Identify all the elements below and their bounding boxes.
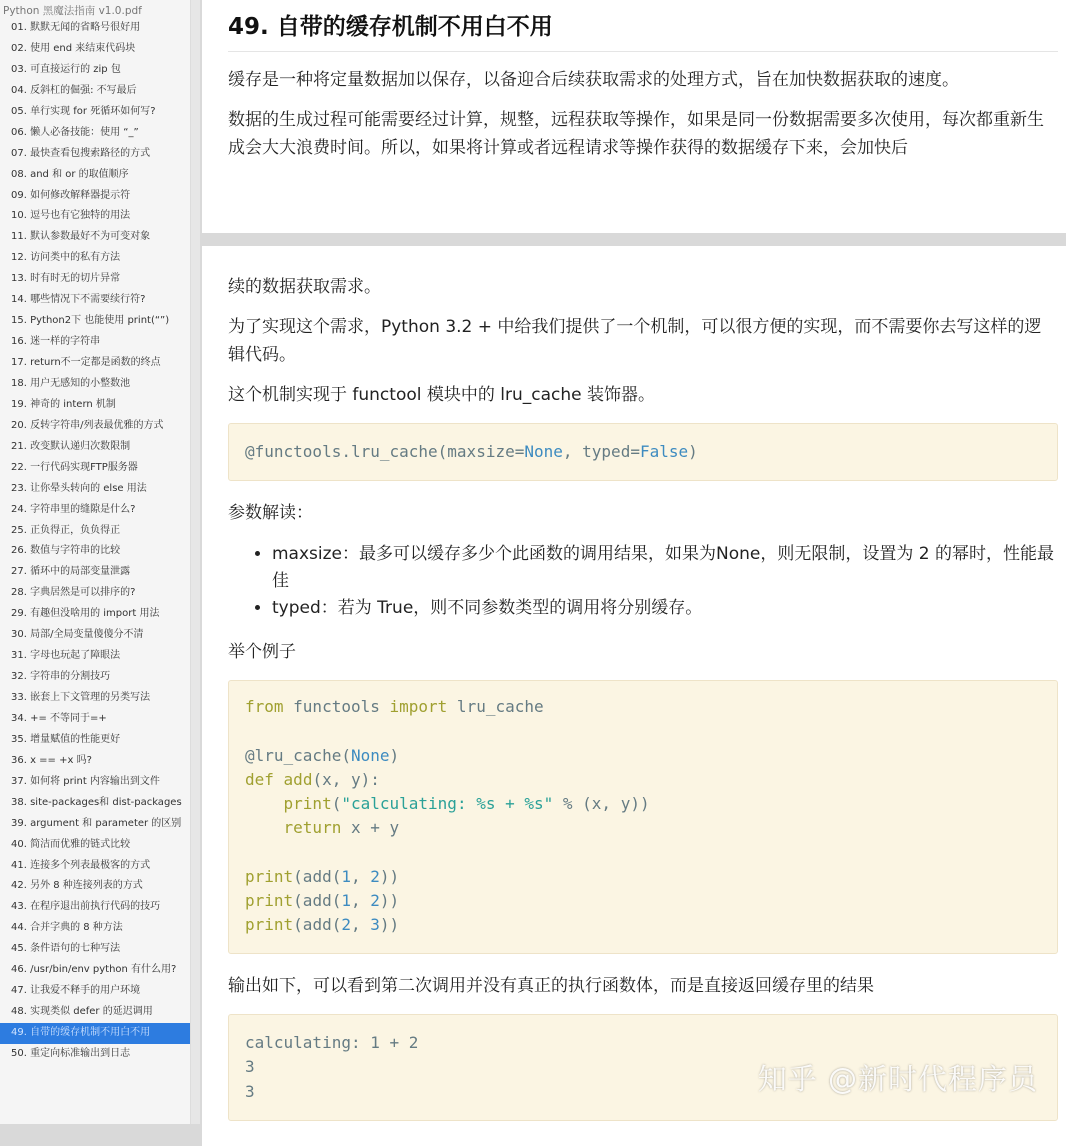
code-line [245, 816, 1041, 840]
toc-item[interactable]: 27. 循环中的局部变量泄露 [11, 566, 131, 578]
toc-item[interactable]: 21. 改变默认递归次数限制 [11, 440, 131, 452]
toc-item[interactable]: 20. 反转字符串/列表最优雅的方式 [11, 419, 164, 431]
toc-item[interactable]: 40. 简洁而优雅的链式比较 [11, 838, 131, 850]
list-item: • maxsize：最多可以缓存多少个此函数的调用结果，如果为None，则无限制，设置为 2 的幂时，性能最佳 [272, 541, 1058, 595]
code-token: calculating: 1 + 2 [245, 1033, 419, 1053]
code-block-example [228, 680, 1058, 954]
paragraph: 输出如下，可以看到第二次调用并没有真正的执行函数体，而是直接返回缓存里的结果 [228, 976, 874, 997]
paragraph: 数据的生成过程可能需要经过计算，规整，远程获取等操作，如果是同一份数据需要多次使用，每次都重新生成会大大浪费时间。所以，如果将计算或者远程请求等操作获得的数据缓存下来，会加快后 [228, 110, 1044, 158]
toc-item[interactable]: 25. 正负得正，负负得正 [11, 524, 121, 536]
code-token: lru_cache [447, 697, 544, 717]
toc-item[interactable]: 18. 用户无感知的小整数池 [11, 377, 131, 389]
toc-item[interactable]: 28. 字典居然是可以排序的? [11, 587, 136, 599]
toc-item[interactable]: 12. 访问类中的私有方法 [11, 252, 121, 264]
toc-item[interactable]: 09. 如何修改解释器提示符 [11, 189, 131, 201]
toc-item[interactable]: 35. 增量赋值的性能更好 [11, 733, 121, 745]
code-token: , typed= [562, 442, 640, 461]
code-token: add [283, 769, 313, 789]
code-line [245, 440, 1041, 464]
code-line [245, 865, 1041, 889]
toc-item[interactable]: 24. 字符串里的缝隙是什么? [11, 503, 136, 515]
param-list [272, 541, 1058, 622]
toc-item[interactable]: 08. and 和 or 的取值顺序 [11, 168, 129, 180]
code-token: from [245, 697, 284, 717]
toc-item[interactable]: 17. return不一定都是函数的终点 [11, 357, 161, 368]
toc-sidebar [0, 0, 190, 1124]
toc-item[interactable]: 10. 逗号也有它独特的用法 [11, 210, 131, 222]
toc-item[interactable]: 16. 迷一样的字符串 [11, 336, 101, 348]
paragraph: 续的数据获取需求。 [228, 277, 381, 297]
toc-list [0, 18, 190, 1065]
toc-item[interactable]: 39. argument 和 parameter 的区别 [11, 817, 182, 829]
code-token: % (x, y)) [553, 794, 650, 814]
code-line [245, 792, 1041, 816]
code-token: ) [688, 442, 698, 461]
code-token: import [389, 697, 448, 717]
code-token: (add( [293, 890, 342, 910]
code-line [245, 719, 1041, 743]
code-token: , [350, 915, 371, 935]
list-item: • typed：若为 True，则不同参数类型的调用将分别缓存。 [272, 595, 1058, 622]
toc-item[interactable]: 33. 嵌套上下文管理的另类写法 [11, 692, 151, 703]
code-line [245, 768, 1041, 792]
code-token: False [639, 442, 689, 461]
paragraph: 为了实现这个需求，Python 3.2 + 中给我们提供了一个机制，可以很方便的实现，而不需要你去写这样的逻辑代码。 [228, 317, 1042, 365]
toc-item[interactable]: 01. 默默无闻的省略号很好用 [11, 22, 141, 33]
toc-item[interactable]: 41. 连接多个列表最极客的方式 [11, 859, 151, 871]
toc-item[interactable]: 50. 重定向标准输出到日志 [11, 1047, 131, 1059]
code-token: )) [379, 915, 400, 935]
toc-item[interactable]: 48. 实现类似 defer 的延迟调用 [11, 1006, 153, 1018]
toc-item[interactable]: 31. 字母也玩起了障眼法 [11, 650, 121, 662]
toc-item[interactable]: 29. 有趣但没啥用的 import 用法 [11, 608, 160, 620]
toc-item[interactable]: 23. 让你晕头转向的 else 用法 [11, 482, 147, 494]
toc-item[interactable]: 46. /usr/bin/env python 有什么用? [11, 964, 177, 976]
toc-item[interactable]: 26. 数值与字符串的比较 [11, 545, 121, 557]
code-token: ) [389, 745, 400, 765]
toc-item[interactable]: 14. 哪些情况下不需要续行符? [11, 294, 146, 306]
toc-item[interactable]: 30. 局部/全局变量傻傻分不清 [11, 629, 144, 641]
paragraph: 参数解读： [228, 503, 313, 524]
toc-item[interactable]: 03. 可直接运行的 zip 包 [11, 63, 121, 75]
toc-item[interactable]: 13. 时有时无的切片异常 [11, 273, 121, 285]
toc-item[interactable]: 38. site-packages和 dist-packages [11, 796, 182, 808]
toc-item[interactable]: 32. 字符串的分割技巧 [11, 671, 111, 683]
code-token: 1 [341, 866, 351, 886]
toc-item[interactable]: 44. 合并字典的 8 种方法 [11, 922, 123, 934]
code-line [245, 1031, 1041, 1055]
code-token: )) [379, 890, 400, 910]
pdf-page-2 [202, 246, 1066, 1146]
code-token: print [245, 890, 294, 910]
code-token: print [245, 866, 294, 886]
toc-item[interactable]: 36. x == +x 吗? [11, 754, 92, 766]
code-token: 3 [245, 1081, 255, 1101]
toc-item[interactable]: 43. 在程序退出前执行代码的技巧 [11, 901, 161, 913]
code-token: None [350, 745, 390, 765]
toc-item[interactable]: 05. 单行实现 for 死循环如何写? [11, 105, 156, 117]
code-token: 1 [341, 890, 351, 910]
code-token: def [245, 769, 274, 789]
code-token: @functools.lru_cache(maxsize= [245, 442, 525, 461]
toc-item[interactable]: 19. 神奇的 intern 机制 [11, 398, 116, 410]
toc-item[interactable]: 11. 默认参数最好不为可变对象 [11, 231, 151, 243]
paragraph: 缓存是一种将定量数据加以保存，以备迎合后续获取需求的处理方式，旨在加快数据获取的速度。 [228, 70, 959, 90]
code-token: (add( [293, 866, 342, 886]
code-line [245, 840, 1041, 864]
paragraph: 这个机制实现于 functool 模块中的 lru_cache 装饰器。 [228, 385, 656, 405]
pdf-page-1 [202, 0, 1066, 233]
code-token [245, 794, 284, 813]
sidebar-scrollbar[interactable] [190, 0, 200, 1124]
code-token: 2 [370, 890, 380, 910]
toc-item[interactable]: 47. 让我爱不释手的用户环境 [11, 985, 141, 997]
paragraph: 举个例子 [228, 642, 296, 663]
code-line [245, 744, 1041, 768]
code-token: functools [283, 697, 390, 717]
code-token: @lru_cache( [245, 745, 351, 765]
zhihu-watermark: 知乎 @新时代程序员 [757, 1062, 1038, 1096]
code-token: None [524, 442, 563, 461]
code-token: 2 [341, 915, 351, 935]
code-token: )) [379, 866, 400, 886]
document-title: Python 黑魔法指南 v1.0.pdf [3, 5, 142, 17]
toc-item[interactable]: 15. Python2下 也能使用 print(“”) [11, 315, 170, 327]
code-line [245, 913, 1041, 937]
code-token: , [350, 866, 371, 886]
toc-item[interactable]: 49. 自带的缓存机制不用白不用 [0, 1023, 190, 1044]
code-line [245, 695, 1041, 719]
toc-item[interactable]: 37. 如何将 print 内容输出到文件 [11, 775, 160, 787]
toc-item[interactable]: 45. 条件语句的七种写法 [11, 943, 121, 955]
code-token: print [245, 915, 294, 935]
toc-item[interactable]: 02. 使用 end 来结束代码块 [11, 42, 136, 54]
code-token: "calculating: %s + %s" [341, 794, 554, 814]
code-token [245, 818, 284, 837]
code-token: (add( [293, 915, 342, 935]
toc-item[interactable]: 34. += 不等同于=+ [11, 712, 107, 724]
code-line [245, 889, 1041, 913]
code-token: , [350, 890, 371, 910]
code-token: 2 [370, 866, 380, 886]
code-token: ( [331, 794, 342, 814]
section-title: 49. 自带的缓存机制不用白不用 [228, 0, 1058, 52]
toc-item[interactable]: 06. 懒人必备技能：使用 “_” [11, 126, 139, 138]
toc-item[interactable]: 07. 最快查看包搜索路径的方式 [11, 147, 151, 159]
code-token: 3 [245, 1057, 255, 1077]
code-token: (x, y): [312, 769, 380, 789]
code-token: print [283, 794, 332, 814]
code-token [274, 770, 284, 789]
code-block-decorator [228, 423, 1058, 481]
toc-item[interactable]: 04. 反斜杠的倔强: 不写最后 [11, 84, 137, 96]
code-token: 3 [370, 915, 380, 935]
code-token: return [283, 818, 342, 838]
toc-item[interactable]: 22. 一行代码实现FTP服务器 [11, 461, 138, 473]
toc-item[interactable]: 42. 另外 8 种连接列表的方式 [11, 880, 143, 892]
code-token: x + y [341, 818, 400, 838]
